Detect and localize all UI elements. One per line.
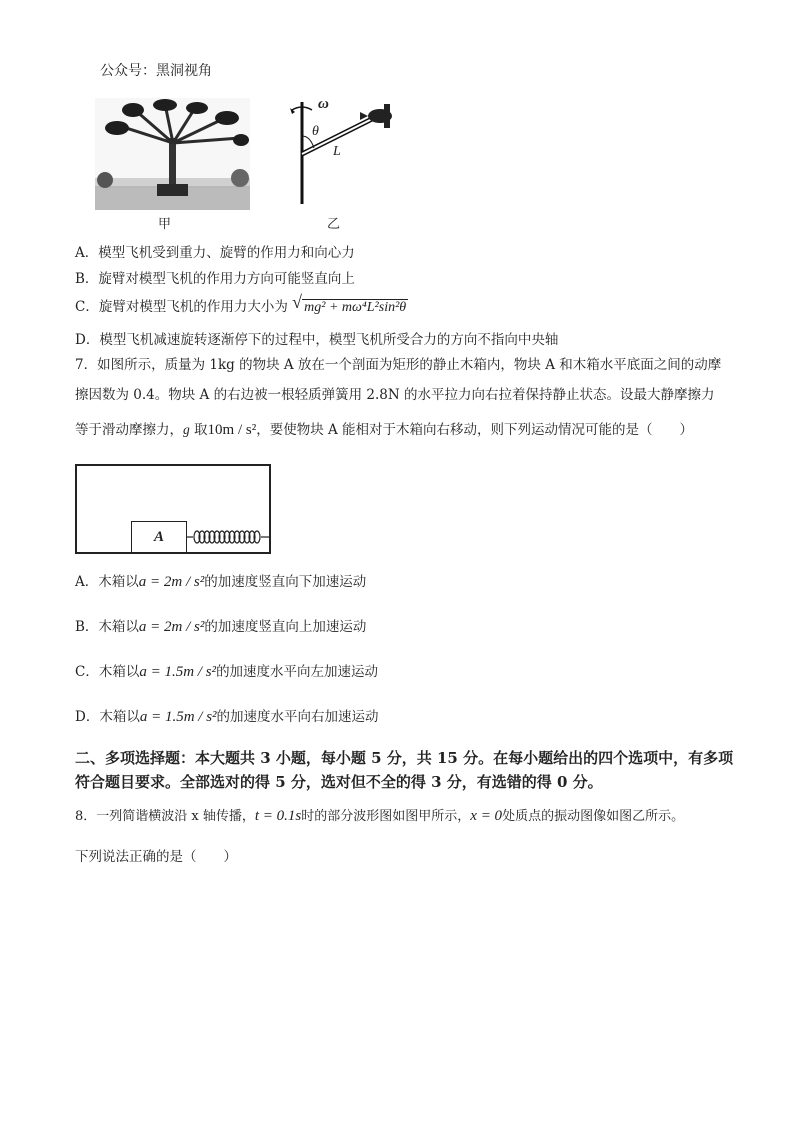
label-theta: θ: [312, 124, 319, 139]
q7-box-diagram: [75, 464, 271, 554]
q6-option-a: A．模型飞机受到重力、旋臂的作用力和向心力: [75, 245, 355, 261]
q7-option-c: C．木箱以a = 1.5m / s²的加速度水平向左加速运动: [75, 664, 379, 680]
q6-option-c: [75, 292, 408, 318]
q6-option-b: B．旋臂对模型飞机的作用力方向可能竖直向上: [75, 271, 355, 287]
watermark: 公众号：黑洞视角: [100, 63, 212, 79]
sqrt-radicand: mg² + mω⁴L²sin²θ: [304, 300, 407, 315]
q7-line-2: 擦因数为 0.4。物块 A 的右边被一根轻质弹簧用 2.8N 的水平拉力向右拉着保持静止状态。设最大静摩擦力: [75, 387, 715, 403]
q6-option-d: D．模型飞机减速旋转逐渐停下的过程中，模型飞机所受合力的方向不指向中央轴: [75, 332, 559, 348]
caption-jia: 甲: [158, 217, 172, 232]
q7-line-1: 7．如图所示，质量为 1kg 的物块 A 放在一个剖面为矩形的静止木箱内，物块 A 和木箱水平底面之间的动摩: [75, 357, 722, 373]
block-a: [131, 521, 187, 553]
q7-option-d: D．木箱以a = 1.5m / s²的加速度水平向右加速运动: [75, 709, 379, 725]
block-a-label: A: [153, 528, 164, 545]
g-value: 10m / s²: [207, 422, 257, 438]
q6-option-c-text: C．旋臂对模型飞机的作用力大小为: [75, 299, 288, 315]
q7-option-b: B．木箱以a = 2m / s²的加速度竖直向上加速运动: [75, 619, 367, 635]
caption-yi: 乙: [327, 217, 341, 232]
spring: [187, 529, 271, 545]
sqrt-formula: [292, 292, 408, 318]
sqrt-sign: √: [292, 292, 303, 312]
label-L: L: [333, 144, 341, 159]
q8-line-2: 下列说法正确的是（ ）: [75, 849, 237, 865]
label-omega: ω: [318, 96, 329, 112]
q8-line-1: 8．一列简谐横波沿 x 轴传播，t = 0.1s时的部分波形图如图甲所示，x = 0处质点的振动图像如图乙所示。: [75, 808, 685, 824]
section-heading: 二、多项选择题：本大题共 3 小题，每小题 5 分，共 15 分。在每小题给出的四个选项中，有多项符合题目要求。全部选对的得 5 分，选对但不全的得 3 分，有选错的得 0 分。: [75, 749, 734, 791]
figure-yi-schematic: [280, 96, 410, 208]
q7-option-a: A．木箱以a = 2m / s²的加速度竖直向下加速运动: [75, 574, 367, 590]
figure-jia-ride-photo: [95, 98, 250, 210]
q7-line-3: 等于滑动摩擦力，g 取10m / s²，要使物块 A 能相对于木箱向右移动，则下列运动情况可能的是（ ）: [75, 422, 694, 438]
